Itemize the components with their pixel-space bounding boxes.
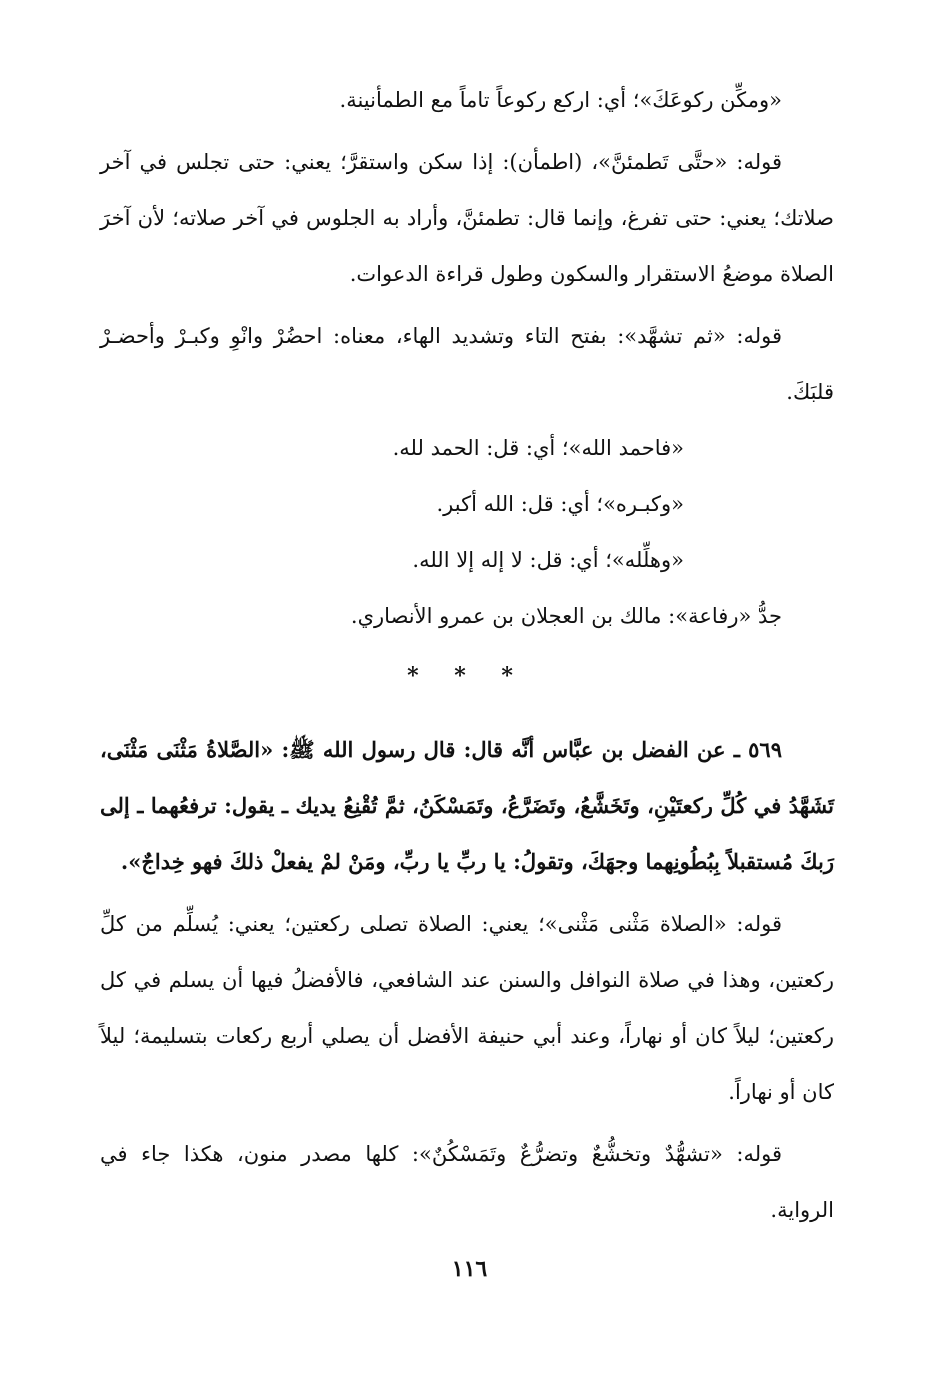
commentary-line-kabbirhu: «وكبـره»؛ أي: قل: الله أكبر. [436,492,684,516]
commentary-line-fahmad: «فاحمد الله»؛ أي: قل: الحمد لله. [392,436,684,460]
hadith-569-text: ٥٦٩ ـ عن الفضل بن عبَّاس أنَّه قال: قال رسول الله ﷺ: «الصَّلاةُ مَثْنَى مَثْنَى، تَشَهَّدُ في كُلِّ ركعتَيْنِ، وتَخَشَّعُ، وتَضَرَّعُ، وتَمَسْكَنُ، ثمَّ تُقْنِعُ يديك ـ يقول: ترفعُهما ـ إلى رَبكَ مُستقبلاً بِبُطُونِهما وجهَكَ، وتقولُ: يا ربِّ يا ربِّ، ومَنْ لمْ يفعلْ ذلكَ فهو خِداجٌ». [100,737,834,874]
commentary-paragraph-mathna: قوله: «الصلاة مَثْنى مَثْنى»؛ يعني: الصلاة تصلى ركعتين؛ يعني: يُسلِّم من كلِّ ركعتين، وهذا في صلاة النوافل والسنن عند الشافعي، فالأفضلُ فيها أن يسلم في كل ركعتين؛ ليلاً كان أو نهاراً، وعند أبي حنيفة الأفضل أن يصلي أربع ركعات بتسليمة؛ ليلاً كان أو نهاراً. [100,912,834,1104]
section-separator-stars: * * * [407,663,527,689]
commentary-line-hallilhu: «وهلِّله»؛ أي: قل: لا إله إلا الله. [412,548,684,572]
page-body [100,72,834,1238]
commentary-line-rifaa: جدُّ «رفاعة»: مالك بن العجلان بن عمرو الأنصاري. [350,604,782,628]
commentary-paragraph-tatmain: قوله: «حتَّى تَطمئنَّ»، (اطمأن): إذا سكن واستقرَّ؛ يعني: حتى تجلس في آخر صلاتك؛ يعني: حتى تفرغ، وإنما قال: تطمئنَّ، وأراد به الجلوس في آخر صلاته؛ لأن آخرَ الصلاة موضعُ الاستقرار والسكون وطول قراءة الدعوات. [100,150,834,286]
commentary-paragraph-tashahhud-masdar: قوله: «تشهُّدٌ وتخشُّعٌ وتضرُّعٌ وتَمَسْكُنٌ»: كلها مصدر منون، هكذا جاء في الرواية. [100,1142,834,1222]
commentary-line-mukkin: «ومكِّن ركوعَكَ»؛ أي: اركع ركوعاً تاماً مع الطمأنينة. [339,88,782,112]
commentary-paragraph-tashahhad: قوله: «ثم تشهَّد»: بفتح التاء وتشديد الهاء، معناه: احضُرْ وانْوِ وكبـرْ وأحضـرْ قلبَكَ. [100,324,834,404]
page-number: ١١٦ [451,1256,488,1282]
